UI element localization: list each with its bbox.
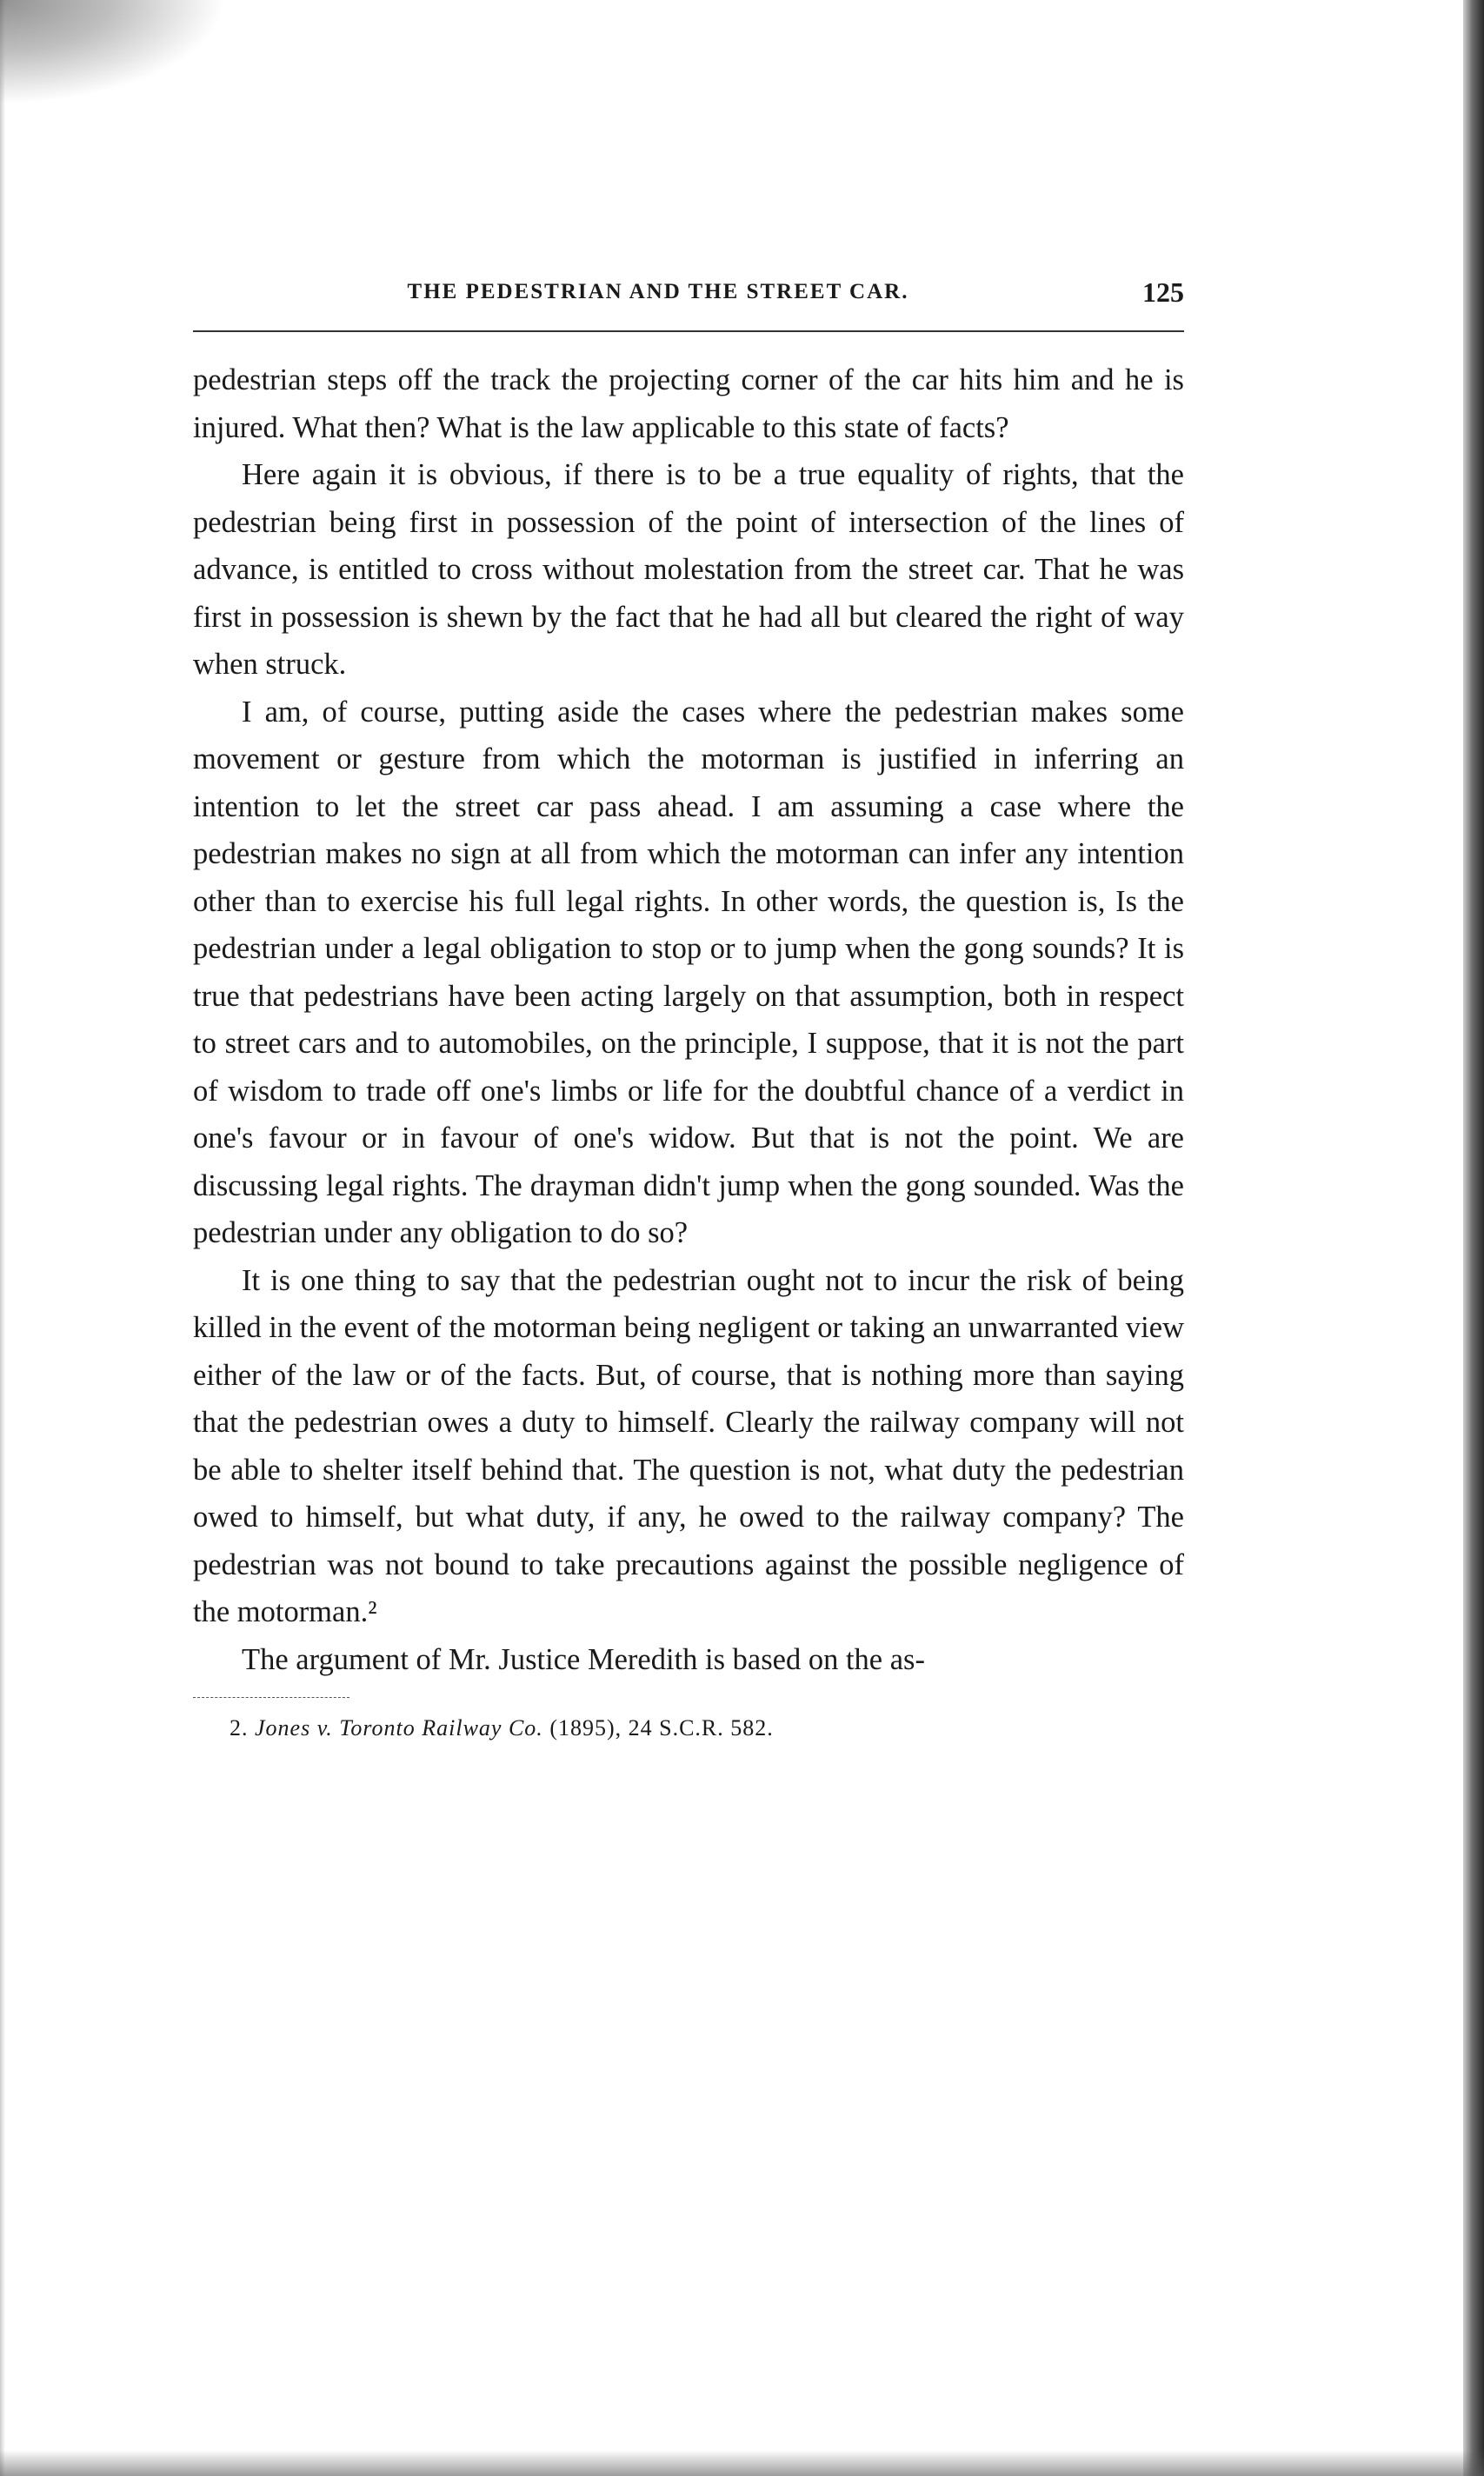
scan-right-edge <box>1463 0 1484 2476</box>
footnote <box>193 1714 1184 1743</box>
scan-left-edge <box>0 0 5 2476</box>
paragraph-4: It is one thing to say that the pedestrian ought not to incur the risk of being killed in the event of the motorman being negligent or taking an unwarranted view either of the law or of the facts. But, of course, that is nothing more than saying that the pedestrian owes a duty to himself. Clearly the railway company will not be able to shelter itself behind that. The question is not, what duty the pedestrian owed to himself, but what duty, if any, he owed to the railway company? The pedestrian was not bound to take precautions against the possible negligence of the motorman.² <box>193 1263 1184 1628</box>
running-head <box>193 276 1184 320</box>
running-title: THE PEDESTRIAN AND THE STREET CAR. <box>407 280 909 303</box>
footnote-number: 2. <box>230 1715 249 1741</box>
paragraph-3: I am, of course, putting aside the cases where the pedestrian makes some movement or gesture from which the motorman is justified in inferring an intention to let the street car pass ahead. I am assuming a case where the pedestrian makes no sign at all from which the motorman can infer any intention other than to exercise his full legal rights. In other words, the question is, Is the pedestrian under a legal obligation to stop or to jump when the gong sounds? It is true that pedestrians have been acting largely on that assumption, both in respect to street cars and to automobiles, on the principle, I suppose, that it is not the part of wisdom to trade off one's limbs or life for the doubtful chance of a verdict in one's favour or in favour of one's widow. But that is not the point. We are discussing legal rights. The drayman didn't jump when the gong sounded. Was the pedestrian under any obligation to do so? <box>193 695 1184 1249</box>
footnote-rule <box>193 1697 349 1698</box>
footnote-citation: (1895), 24 S.C.R. 582. <box>549 1715 774 1741</box>
scan-bottom-edge <box>0 2450 1484 2476</box>
scan-corner-smudge <box>0 0 226 104</box>
paragraph-2: Here again it is obvious, if there is to be a true equality of rights, that the pedestrian being first in possession of the point of intersection of the lines of advance, is entitled to cross without molestation from the street car. That he was first in possession is shewn by the fact that he had all but cleared the right of way when struck. <box>193 458 1184 681</box>
header-rule <box>193 330 1184 332</box>
body-text <box>193 356 1184 1683</box>
page-number: 125 <box>1142 276 1184 308</box>
paragraph-5: The argument of Mr. Justice Meredith is based on the as- <box>242 1642 925 1676</box>
footnote-case: Jones v. Toronto Railway Co. <box>255 1715 543 1741</box>
paragraph-1: pedestrian steps off the track the projecting corner of the car hits him and he is injured. What then? What is the law applicable to this state of facts? <box>193 363 1184 444</box>
book-page <box>193 276 1184 1743</box>
